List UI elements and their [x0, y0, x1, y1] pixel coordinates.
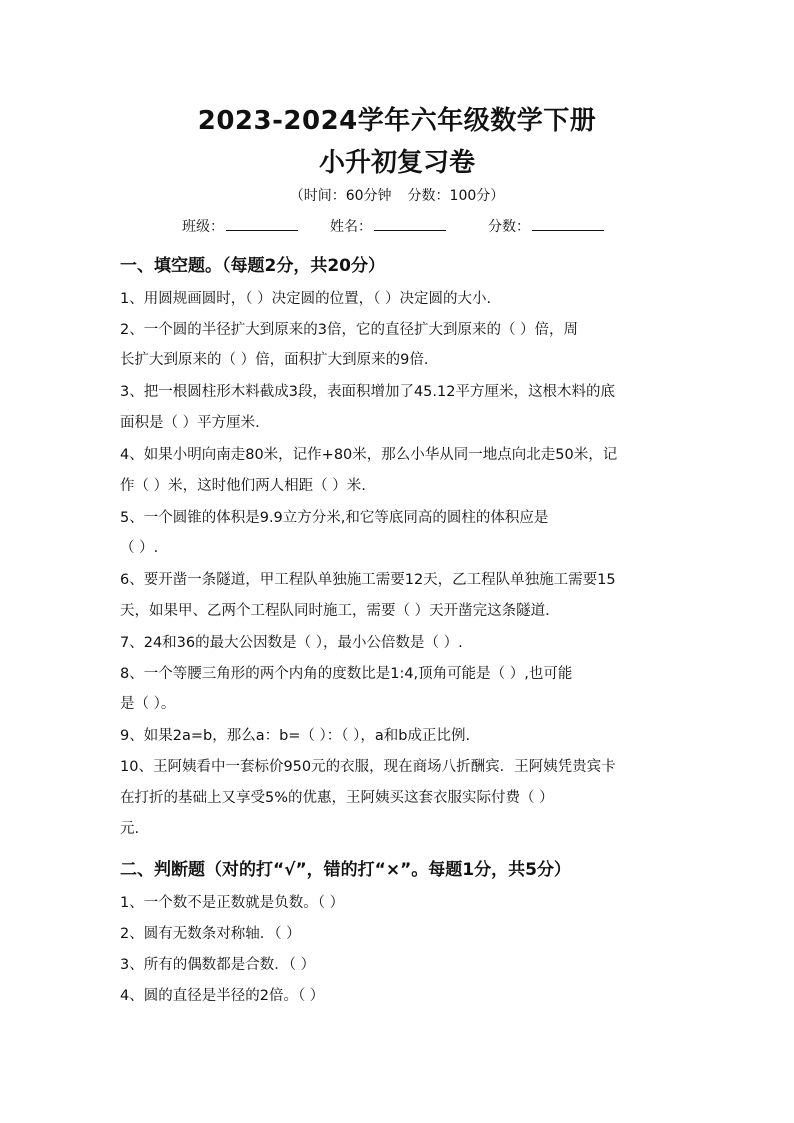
question-2-line-2: 长扩大到原来的（ ）倍，面积扩大到原来的9倍.	[120, 352, 429, 368]
question-6-line-1: 6、要开凿一条隧道，甲工程队单独施工需要12天，乙工程队单独施工需要15	[120, 572, 616, 588]
question-10-line-1: 10、王阿姨看中一套标价950元的衣服，现在商场八折酬宾．王阿姨凭贵宾卡	[120, 759, 616, 775]
score-field	[488, 216, 604, 236]
name-field	[330, 216, 446, 236]
question-5-line-1: 5、一个圆锥的体积是9.9立方分米,和它等底同高的圆柱的体积应是	[120, 510, 549, 526]
judge-question-1: 1、一个数不是正数就是负数。（ ）	[120, 895, 345, 911]
question-4-line-2: 作（ ）米，这时他们两人相距（ ）米.	[120, 478, 366, 494]
section2-heading: 二、判断题（对的打“√”，错的打“×”。每题1分，共5分）	[120, 860, 571, 880]
name-blank[interactable]	[374, 216, 446, 231]
question-5-line-2: （ ）.	[120, 540, 159, 556]
class-blank[interactable]	[226, 216, 298, 231]
question-10-line-2: 在打折的基础上又享受5%的优惠，王阿姨买这套衣服实际付费（ ）	[120, 790, 554, 806]
judge-question-4: 4、圆的直径是半径的2倍。（ ）	[120, 988, 325, 1004]
question-1-line-1: 1、用圆规画圆时，（ ）决定圆的位置，（ ）决定圆的大小.	[120, 291, 492, 307]
question-3-line-1: 3、把一根圆柱形木料截成3段，表面积增加了45.12平方厘米，这根木料的底	[120, 384, 615, 400]
judge-question-3: 3、所有的偶数都是合数．（ ）	[120, 957, 316, 973]
question-4-line-1: 4、如果小明向南走80米，记作+80米，那么小华从同一地点向北走50米，记	[120, 447, 618, 463]
question-8-line-1: 8、一个等腰三角形的两个内角的度数比是1:4,顶角可能是（ ）,也可能	[120, 666, 573, 682]
exam-title: 2023-2024学年六年级数学下册	[197, 106, 597, 136]
question-9-line-1: 9、如果2a=b，那么a：b=（ ）：（ ），a和b成正比例.	[120, 728, 471, 744]
score-blank[interactable]	[532, 216, 604, 231]
exam-time-score-info	[0, 185, 794, 205]
section1-heading: 一、填空题。（每题2分，共20分）	[120, 256, 385, 276]
question-6-line-2: 天，如果甲、乙两个工程队同时施工，需要（ ）天开凿完这条隧道.	[120, 603, 550, 619]
score-info: 分数：100分）	[407, 188, 505, 204]
question-8-line-2: 是（ ）。	[120, 696, 176, 712]
class-label: 班级：	[182, 219, 224, 235]
question-3-line-2: 面积是（ ）平方厘米.	[120, 415, 260, 431]
score-label: 分数：	[488, 219, 530, 235]
question-10-line-3: 元.	[120, 821, 140, 837]
name-label: 姓名：	[330, 219, 372, 235]
time-info: （时间：60分钟	[289, 188, 392, 204]
judge-question-2: 2、圆有无数条对称轴．（ ）	[120, 926, 301, 942]
exam-subtitle: 小升初复习卷	[318, 148, 475, 178]
question-7-line-1: 7、24和36的最大公因数是（ ），最小公倍数是（ ）.	[120, 635, 463, 651]
question-2-line-1: 2、一个圆的半径扩大到原来的3倍，它的直径扩大到原来的（ ）倍，周	[120, 322, 579, 338]
class-field	[182, 216, 298, 236]
